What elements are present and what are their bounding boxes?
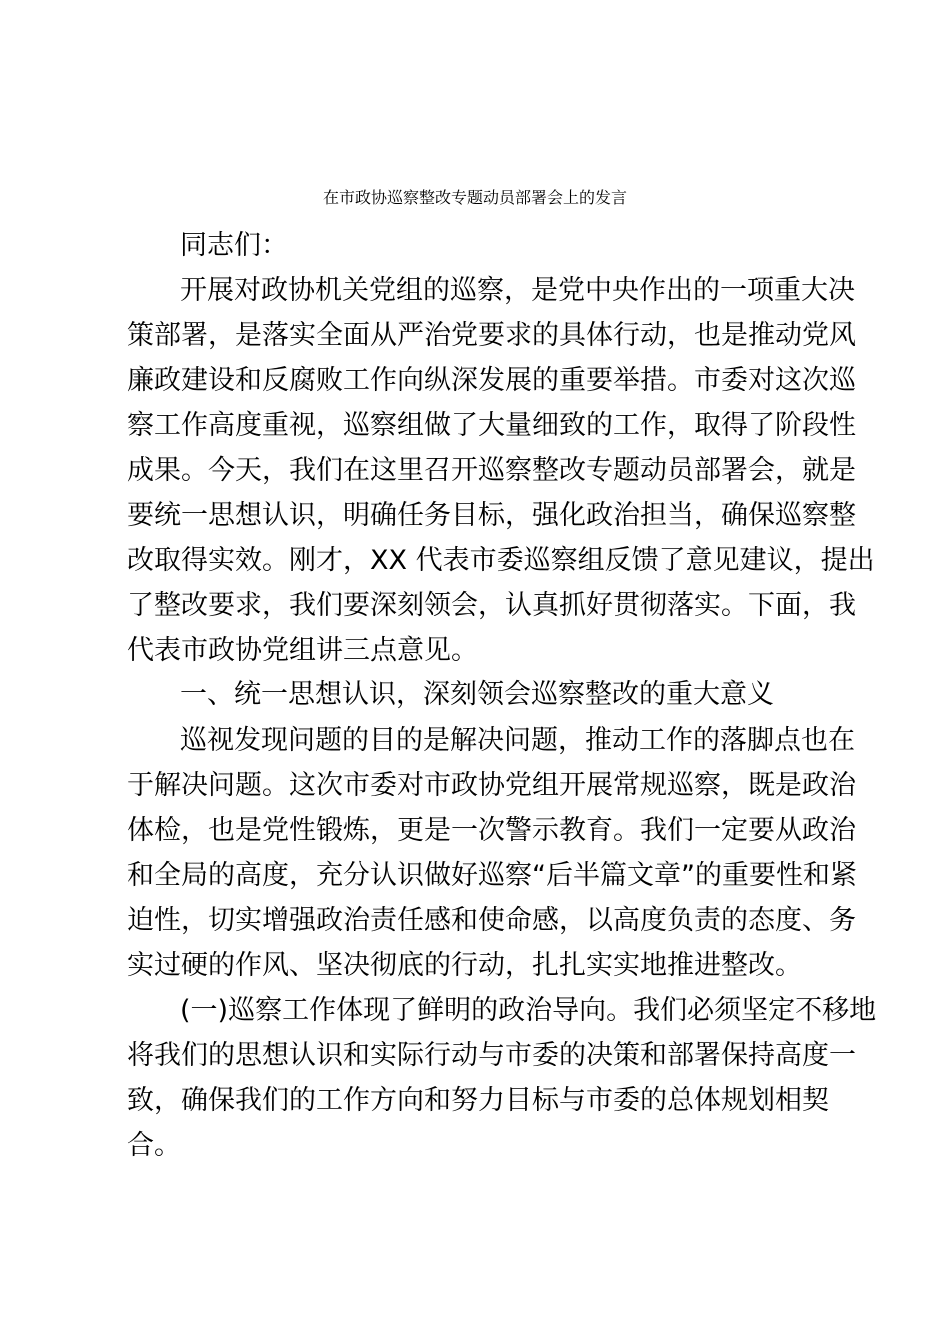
paragraph-line: 体检，也是党性锻炼，更是一次警示教育。我们一定要从政治: [127, 815, 856, 846]
paragraph-line: 策部署，是落实全面从严治党要求的具体行动，也是推动党风: [127, 320, 856, 351]
paragraph-line: (一)巡察工作体现了鲜明的政治导向。我们必须坚定不移地: [180, 995, 877, 1026]
paragraph-line: 开展对政协机关党组的巡察，是党中央作出的一项重大决: [180, 275, 855, 306]
paragraph-line: 于解决问题。这次市委对市政协党组开展常规巡察，既是政治: [127, 770, 856, 801]
paragraph-line: 巡视发现问题的目的是解决问题，推动工作的落脚点也在: [180, 725, 855, 756]
salutation: 同志们：: [180, 230, 288, 261]
paragraph-line: 将我们的思想认识和实际行动与市委的决策和部署保持高度一: [127, 1040, 856, 1071]
section-heading: 一、统一思想认识，深刻领会巡察整改的重大意义: [180, 679, 774, 710]
paragraph-line: 迫性，切实增强政治责任感和使命感，以高度负责的态度、务: [127, 905, 856, 936]
paragraph-line: 廉政建设和反腐败工作向纵深发展的重要举措。市委对这次巡: [127, 365, 856, 396]
paragraph-line: 实过硬的作风、坚决彻底的行动，扎扎实实地推进整改。: [127, 950, 802, 981]
paragraph-line: 察工作高度重视，巡察组做了大量细致的工作，取得了阶段性: [127, 410, 856, 441]
paragraph-line: 成果。今天，我们在这里召开巡察整改专题动员部署会，就是: [127, 455, 856, 486]
paragraph-line: 和全局的高度，充分认识做好巡察“后半篇文章”的重要性和紧: [127, 860, 857, 891]
paragraph-line: 合。: [127, 1130, 181, 1161]
document-title: 在市政协巡察整改专题动员部署会上的发言: [322, 188, 627, 207]
paragraph-line: 致，确保我们的工作方向和努力目标与市委的总体规划相契: [127, 1085, 829, 1116]
paragraph-line: 要统一思想认识，明确任务目标，强化政治担当，确保巡察整: [127, 500, 856, 531]
paragraph-line: 代表市政协党组讲三点意见。: [127, 635, 478, 666]
paragraph-line: 改取得实效。刚才，XX 代表市委巡察组反馈了意见建议，提出: [127, 545, 875, 576]
paragraph-line: 了整改要求，我们要深刻领会，认真抓好贯彻落实。下面，我: [127, 590, 856, 621]
